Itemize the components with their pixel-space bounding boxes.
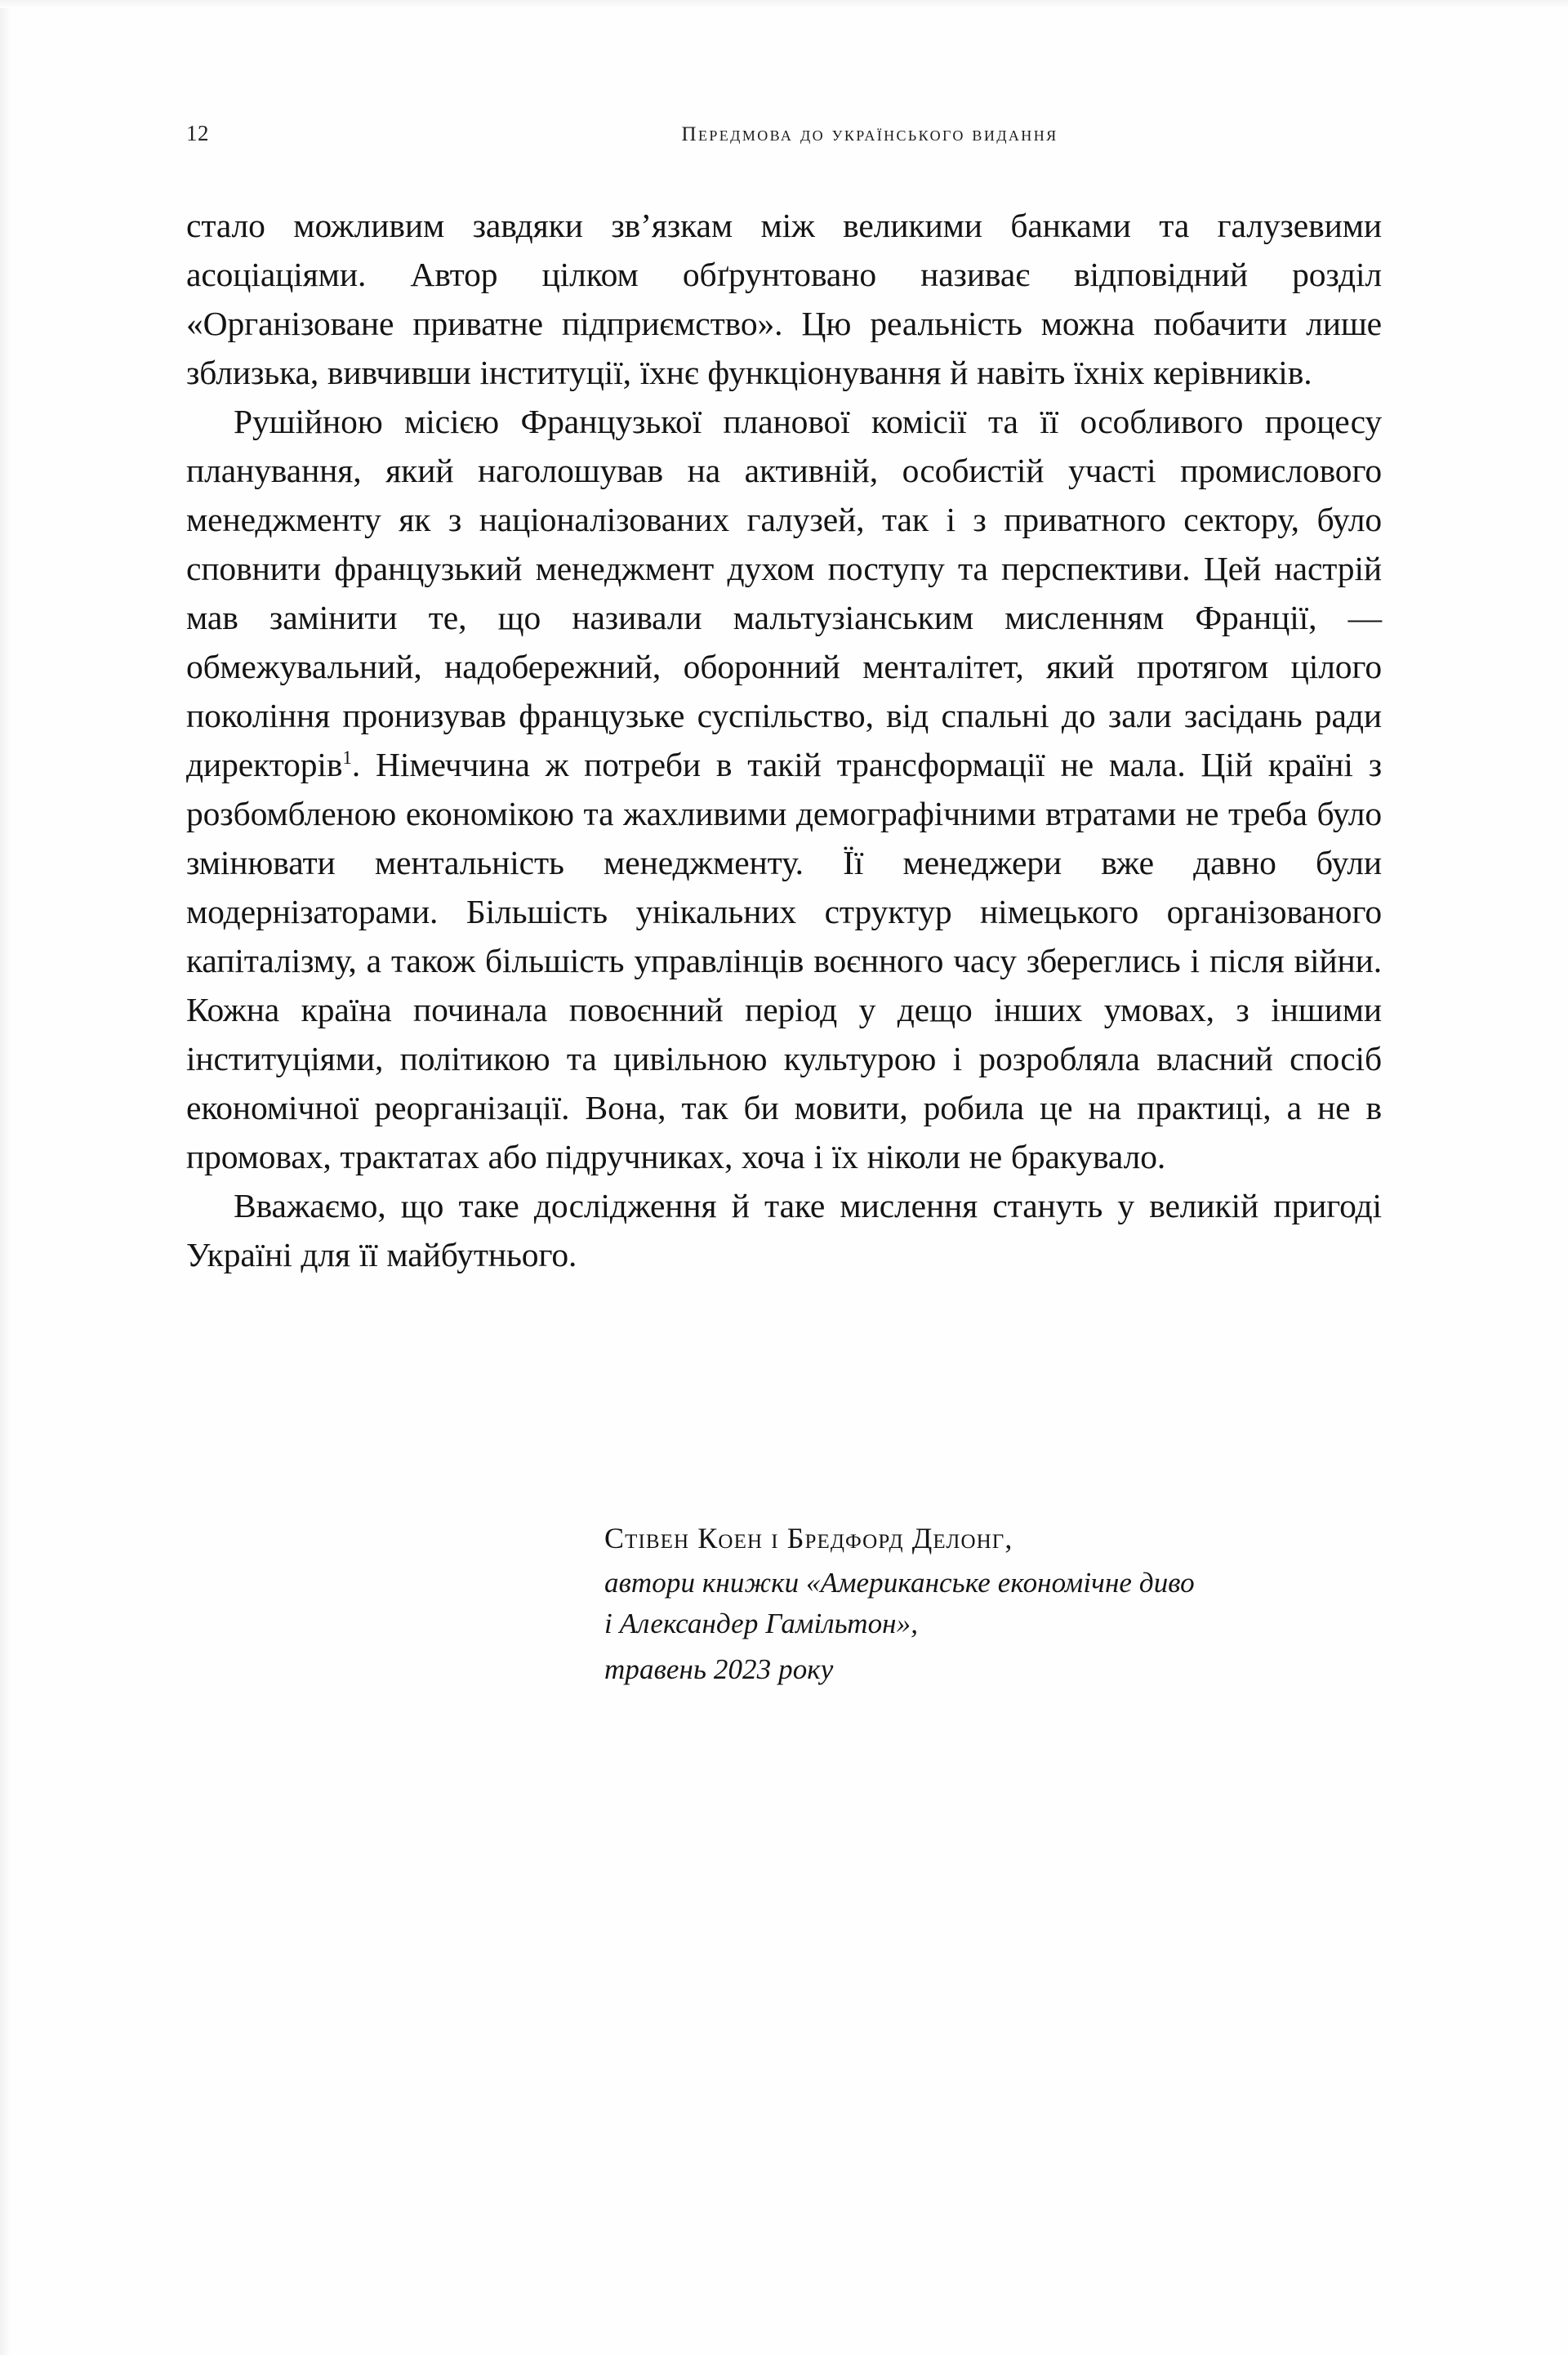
- running-head-title: передмова до українського видання: [681, 123, 1058, 145]
- signature-block: [604, 1517, 1388, 1690]
- paragraph-1: стало можливим завдяки зв’язкам між великими банками та галузевими асоціаціями. Автор цілком обґрунтовано називає відповідний розділ «Організоване приватне підприємство». Цю реальність можна побачити лише зблизька, вивчивши інституції, їхнє функціонування й навіть їхніх керівників.: [186, 207, 1382, 391]
- paragraph-2: [186, 397, 1382, 1181]
- page-number: 12: [186, 121, 209, 145]
- paragraph-2-text-after-footnote: . Німеччина ж потреби в такій трансформації не мала. Цій країні з розбомбленою економікою та жахливими демографічними втратами не треба було змінювати ментальність менеджменту. Її менеджери вже давно були модернізаторами. Більшість унікальних структур німецького організованого капіталізму, а також більшість управлінців воєнного часу збереглись і після війни. Кожна країна починала повоєнний період у дещо інших умовах, з іншими інституціями, політикою та цивільною культурою і розробляла власний спосіб економічної реорганізації. Вона, так би мовити, робила це на практиці, а не в промовах, трактатах або підручниках, хоча і їх ніколи не бракувало.: [186, 746, 1382, 1175]
- body-text-block: [186, 201, 1382, 1279]
- signature-date: травень 2023 року: [604, 1653, 834, 1685]
- running-head: [186, 121, 1382, 154]
- page-edge-shading-left: [0, 0, 11, 2355]
- paragraph-2-text-before-footnote: Рушійною місією Французької планової комісії та її особливого процесу планування, який наголошував на активній, особистій участі промислового менеджменту як з націоналізованих галузей, так і з приватного сектору, було сповнити французький менеджмент духом поступу та перспективи. Цей настрій мав замінити те, що називали мальтузіанським мисленням Франції, — обмежувальний, надобережний, оборонний менталітет, який протягом цілого покоління пронизував французьке суспільство, від спальні до зали засідань ради директорів: [186, 403, 1382, 783]
- signature-affiliation-line-2: і Александер Гамільтон»,: [604, 1608, 919, 1639]
- signature-authors: Стівен Коен і Бредфорд Делонг,: [604, 1522, 1013, 1554]
- paragraph-3: Вважаємо, що таке дослідження й таке мислення стануть у великій пригоді Україні для її майбутнього.: [186, 1187, 1382, 1273]
- page-edge-shading-top: [0, 0, 1568, 8]
- signature-affiliation-line-1: автори книжки «Американське економічне диво: [604, 1567, 1195, 1599]
- footnote-reference-1[interactable]: 1: [342, 747, 352, 769]
